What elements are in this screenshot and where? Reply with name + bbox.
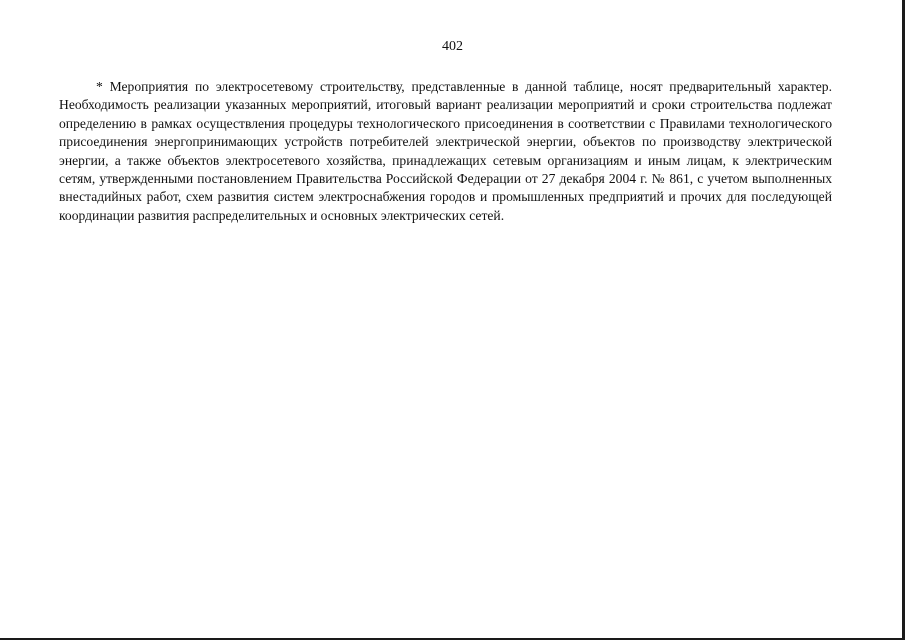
page-number: 402 bbox=[442, 39, 463, 54]
footnote-paragraph: * Мероприятия по электросетевому строительству, представленные в данной таблице, носят предварительный характер. Необходимость реализации указанных мероприятий, итоговый вариант реализации мероприятий и сроки строительства подлежат определению в рамках осуществления процедуры технологического присоединения в соответствии с Правилами технологического присоединения энергопринимающих устройств потребителей электрической энергии, объектов по производству электрической энергии, а также объектов электросетевого хозяйства, принадлежащих сетевым организациям и иным лицам, к электрическим сетям, утвержденными постановлением Правительства Российской Федерации от 27 декабря 2004 г. № 861, с учетом выполненных внестадийных работ, схем развития систем электроснабжения городов и промышленных предприятий и прочих для последующей координации развития распределительных и основных электрических сетей. bbox=[59, 79, 832, 223]
